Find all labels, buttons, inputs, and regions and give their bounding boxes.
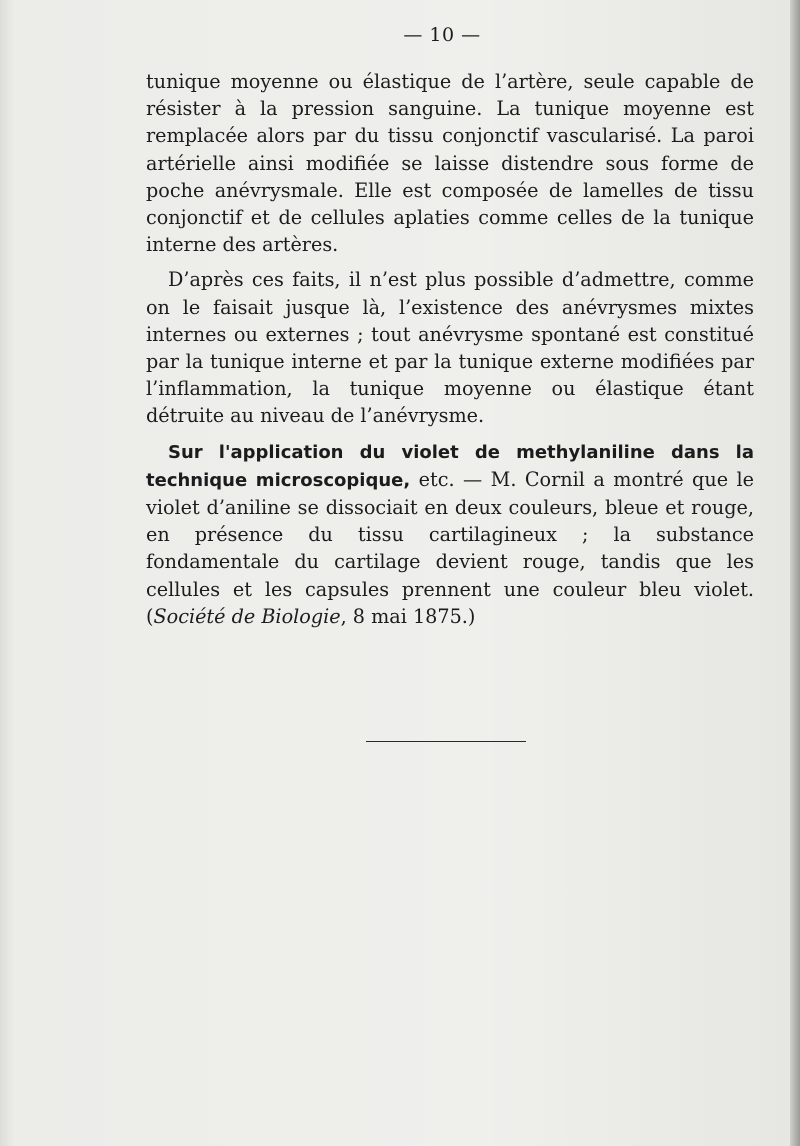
body-text	[146, 68, 754, 638]
citation-date: , 8 mai 1875.)	[340, 604, 476, 628]
page-edge-shadow	[790, 0, 800, 1146]
paragraph-1: tunique moyenne ou élastique de l’artère, seule capable de résister à la pression sanguine. La tunique moyenne est remplacée alors par du tissu conjonctif vascularisé. La paroi artérielle ainsi modifiée se laisse distendre sous forme de poche anévrysmale. Elle est composée de lamelles de tissu conjonctif et de cellules aplaties comme celles de la tunique interne des artères.	[146, 70, 754, 257]
section-heading: Sur l'application du violet de methylaniline dans la technique microscopique,	[146, 441, 754, 491]
paragraph-3	[146, 438, 754, 630]
section-divider-rule	[366, 741, 526, 742]
page-number: — 10 —	[403, 24, 481, 46]
paragraph-2: D’après ces faits, il n’est plus possible d’admettre, comme on le faisait jusque là, l’existence des anévrysmes mixtes internes ou externes ; tout anévrysme spontané est constitué par la tunique interne et par la tunique externe modifiées par l’inflammation, la tunique moyenne ou élastique étant détruite au niveau de l’anévrysme.	[146, 268, 754, 428]
paragraph-3-text: etc. — M. Cornil a montré que le violet d’aniline se dissociait en deux couleurs, bleue et rouge, en présence du tissu cartilagineux ; la substance fondamentale du cartilage devient rouge, tandis que les cellules et les capsules prennent une couleur bleu violet. (	[146, 467, 754, 628]
citation-source: Société de Biologie	[153, 604, 341, 628]
